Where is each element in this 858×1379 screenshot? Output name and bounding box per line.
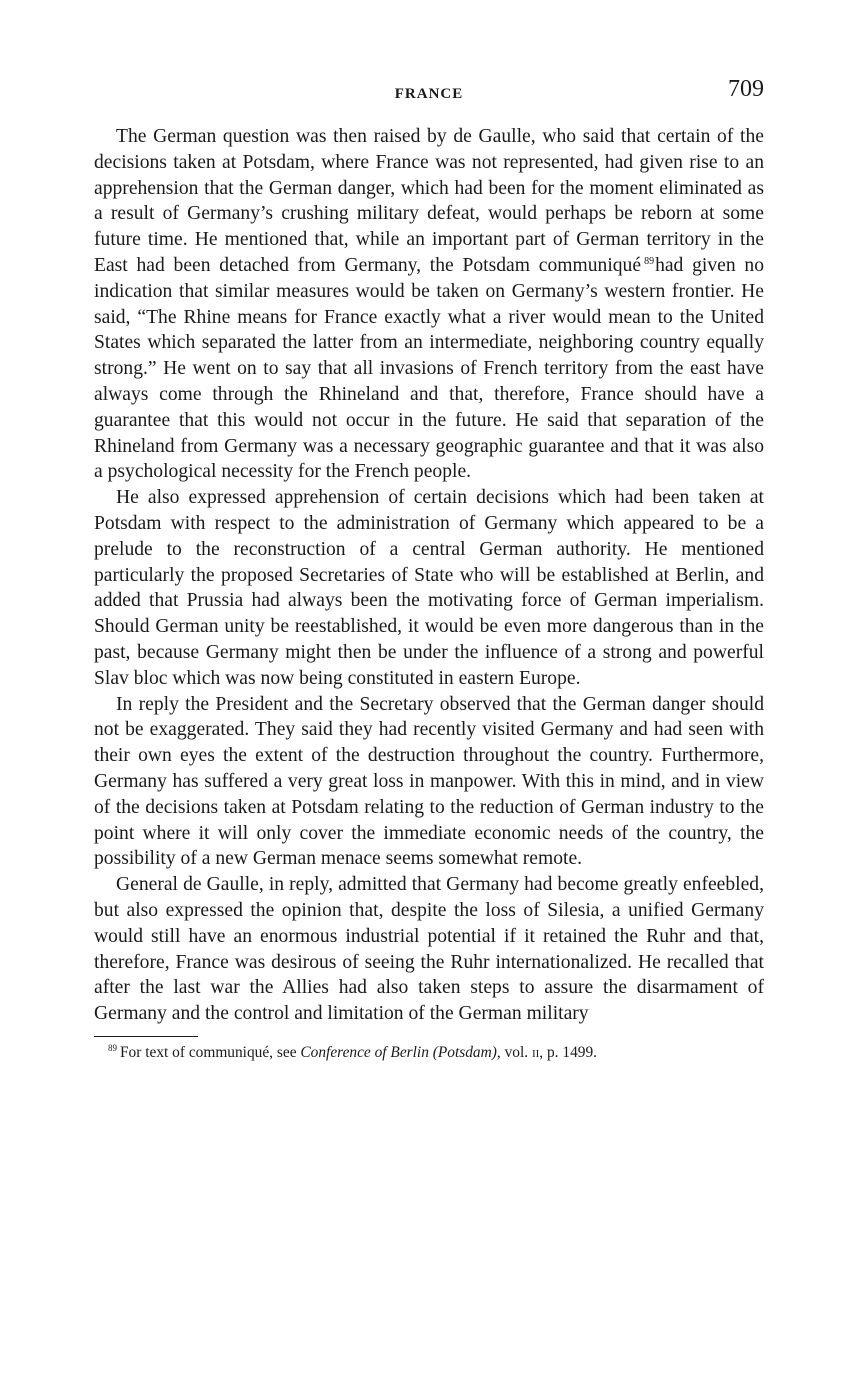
footnote-volume-numeral: ii	[531, 1043, 540, 1061]
footnote-divider	[94, 1036, 198, 1037]
paragraph-2: He also expressed apprehension of certain decisions which had been taken at Potsdam with respect to the administration of Germany which appeared to be a prelude to the reconstruction of a central German authority. He mentioned particularly the proposed Secretaries of State who will be established at Berlin, and added that Prussia had always been the motivating force of German imperialism. Should German unity be reestablished, it would be even more dangerous than in the past, because Germany might then be under the influence of a strong and powerful Slav bloc which was now being constituted in eastern Europe.	[94, 487, 764, 689]
running-header	[94, 76, 764, 110]
footnote-cited-title: Conference of Berlin (Potsdam)	[300, 1043, 497, 1061]
paragraph-1	[94, 124, 764, 485]
paragraph-4: General de Gaulle, in reply, admitted that Germany had become greatly enfeebled, but also expressed the opinion that, despite the loss of Silesia, a unified Germany would still have an enormous industrial potential if it retained the Ruhr and that, therefore, France was desirous of seeing the Ruhr internationalized. He recalled that after the last war the Allies had also taken steps to assure the disarmament of Germany and the control and limitation of the German military	[94, 874, 764, 1025]
footnote-reference: 89	[644, 255, 655, 267]
footnote-lead: For text of communiqué, see	[120, 1043, 297, 1061]
footnote-tail: , p. 1499.	[539, 1043, 597, 1061]
running-title: FRANCE	[394, 86, 464, 102]
paragraph-3: In reply the President and the Secretary observed that the German danger should not be exaggerated. They said they had recently visited Germany and had seen with their own eyes the extent of the destruction throughout the country. Furthermore, Germany has suffered a very great loss in manpower. With this in mind, and in view of the decisions taken at Potsdam relating to the reduction of German industry to the point where it will only cover the immediate economic needs of the country, the possibility of a new German menace seems somewhat remote.	[94, 693, 764, 870]
footnote: $^{89}$ For text of communiqué, see Conference of Berlin (Potsdam), vol. ii, p. 1499.	[108, 1042, 597, 1061]
paragraph-1-text-after-ref: had given no indication that similar measures would be taken on Germany’s western frontier. He said, “The Rhine means for France exactly what a river would mean to the United States which separated the latter from an intermediate, neighboring country equally strong.” He went on to say that all invasions of French territory from the east have always come through the Rhineland and that, therefore, France should have a guarantee that this would not occur in the future. He said that separation of the Rhineland from Germany was a necessary geographic guarantee and that it was also a psychological necessity for the French people.	[94, 254, 764, 483]
footnote-volume-label: vol.	[504, 1043, 529, 1061]
page-number: 709	[728, 76, 764, 102]
footnote-number: 89	[108, 1042, 117, 1053]
document-page	[94, 76, 764, 1063]
body-text	[94, 124, 764, 1027]
paragraph-1-text-before-ref: The German question was then raised by de Gaulle, who said that certain of the decisions taken at Potsdam, where France was not represented, had given rise to an apprehension that the German danger, which had been for the moment eliminated as a result of Germany’s crushing military defeat, would perhaps be reborn at some future time. He mentioned that, while an important part of German territory in the East had been detached from Germany, the Potsdam communiqué	[94, 126, 764, 276]
